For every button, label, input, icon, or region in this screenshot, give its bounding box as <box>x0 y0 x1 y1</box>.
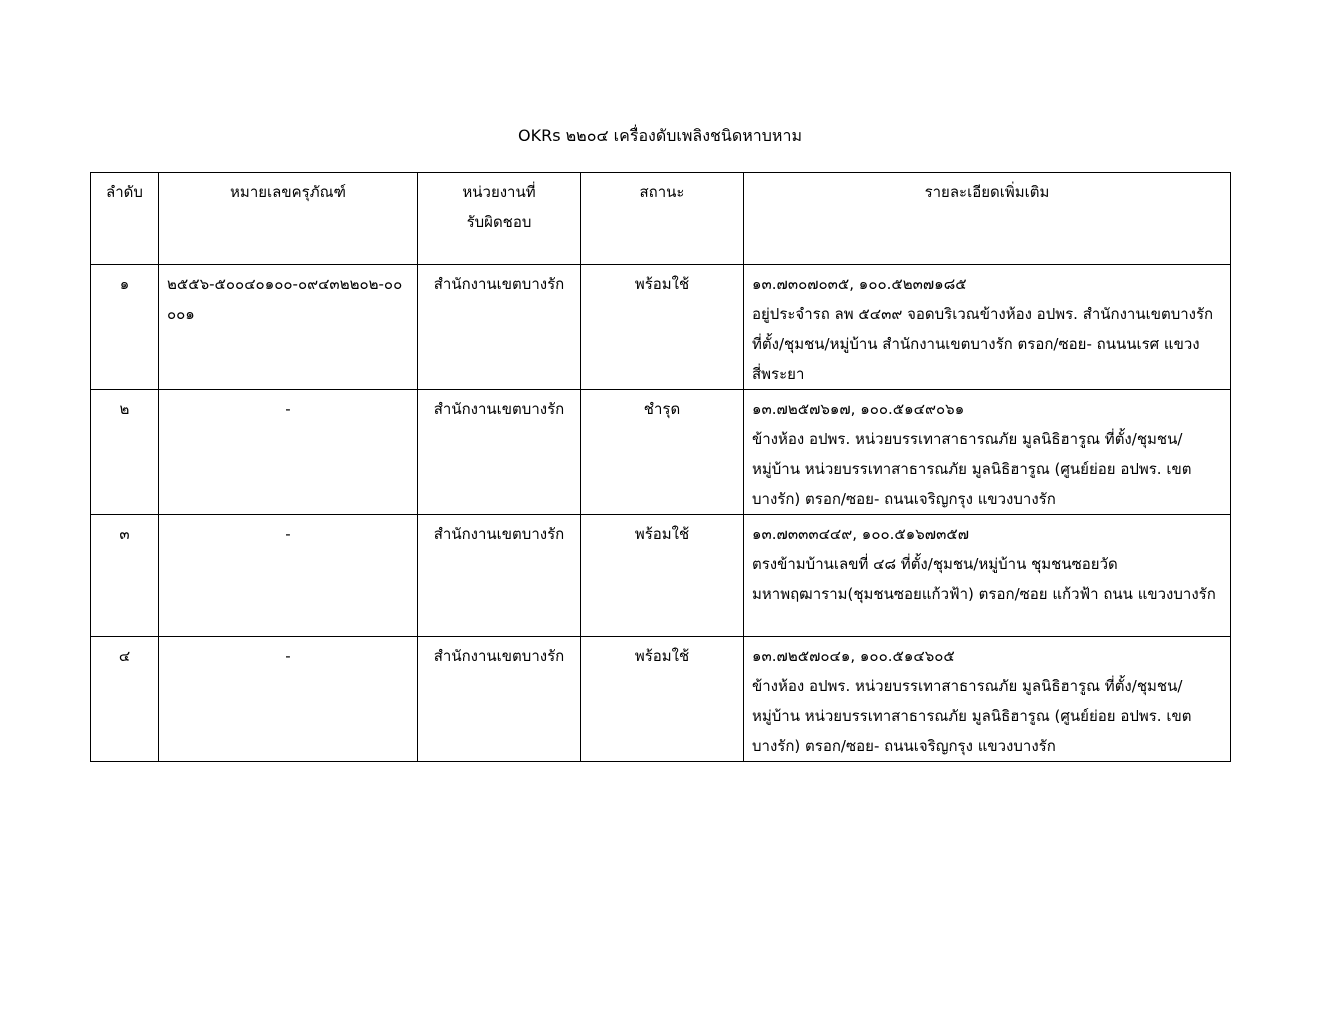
table-row <box>91 637 1231 762</box>
details-text: ข้างห้อง อปพร. หน่วยบรรเทาสาธารณภัย มูลนิธิฮารูณ ที่ตั้ง/ชุมชน/หมู่บ้าน หน่วยบรรเทาสาธารณภัย มูลนิธิฮารูณ (ศูนย์ย่อย อปพร. เขตบางรัก) ตรอก/ซอย- ถนนเจริญกรุง แขวงบางรัก <box>752 677 1192 755</box>
header-responsible-line1: หน่วยงานที่ <box>462 183 536 201</box>
header-row <box>91 173 1231 265</box>
coordinates-text: ๑๓.๗๒๕๗๐๔๑, ๑๐๐.๕๑๔๖๐๕ <box>752 647 955 665</box>
header-index: ลำดับ <box>91 173 159 265</box>
cell-index: ๓ <box>91 515 159 637</box>
coordinates-text: ๑๓.๗๓๓๓๔๔๙, ๑๐๐.๕๑๖๗๓๕๗ <box>752 525 969 543</box>
coordinates-text: ๑๓.๗๓๐๗๐๓๕, ๑๐๐.๕๒๓๗๑๘๕ <box>752 275 967 293</box>
cell-inventory-number: - <box>159 515 418 637</box>
cell-index: ๔ <box>91 637 159 762</box>
cell-index: ๑ <box>91 265 159 390</box>
cell-inventory-number: - <box>159 390 418 515</box>
cell-status: พร้อมใช้ <box>581 515 744 637</box>
cell-inventory-number <box>159 265 418 390</box>
details-text: ตรงข้ามบ้านเลขที่ ๔๘ ที่ตั้ง/ชุมชน/หมู่บ้าน ชุมชนซอยวัดมหาพฤฒาราม(ชุมชนซอยแก้วฟ้า) ตรอก/ซอย แก้วฟ้า ถนน แขวงบางรัก <box>752 555 1216 603</box>
coordinates-text: ๑๓.๗๒๕๗๖๑๗, ๑๐๐.๕๑๔๙๐๖๑ <box>752 400 965 418</box>
cell-details <box>744 390 1231 515</box>
details-text: อยู่ประจำรถ ลพ ๕๔๓๙ จอดบริเวณข้างห้อง อปพร. สำนักงานเขตบางรัก ที่ตั้ง/ชุมชน/หมู่บ้าน สำนักงานเขตบางรัก ตรอก/ซอย- ถนนนเรศ แขวงสี่พระยา <box>752 305 1214 383</box>
details-text: ข้างห้อง อปพร. หน่วยบรรเทาสาธารณภัย มูลนิธิฮารูณ ที่ตั้ง/ชุมชน/หมู่บ้าน หน่วยบรรเทาสาธารณภัย มูลนิธิฮารูณ (ศูนย์ย่อย อปพร. เขตบางรัก) ตรอก/ซอย- ถนนเจริญกรุง แขวงบางรัก <box>752 430 1192 508</box>
cell-status: ชำรุด <box>581 390 744 515</box>
cell-details <box>744 515 1231 637</box>
document-title: OKRs ๒๒๐๔ เครื่องดับเพลิงชนิดหาบหาม <box>518 126 802 145</box>
inventory-text: ๒๕๕๖-๕๐๐๔๐๑๐๐-๐๙๔๓๒๒๐๒-๐๐๐๐๑ <box>167 275 403 323</box>
cell-status: พร้อมใช้ <box>581 637 744 762</box>
cell-inventory-number: - <box>159 637 418 762</box>
cell-responsible-unit: สำนักงานเขตบางรัก <box>418 637 581 762</box>
cell-responsible-unit: สำนักงานเขตบางรัก <box>418 265 581 390</box>
cell-index: ๒ <box>91 390 159 515</box>
header-inventory-number: หมายเลขครุภัณฑ์ <box>159 173 418 265</box>
table-row <box>91 515 1231 637</box>
header-details: รายละเอียดเพิ่มเติม <box>744 173 1231 265</box>
cell-responsible-unit: สำนักงานเขตบางรัก <box>418 390 581 515</box>
cell-responsible-unit: สำนักงานเขตบางรัก <box>418 515 581 637</box>
cell-details <box>744 637 1231 762</box>
cell-status: พร้อมใช้ <box>581 265 744 390</box>
header-responsible-unit <box>418 173 581 265</box>
table-row <box>91 265 1231 390</box>
okr-table <box>90 172 1231 762</box>
table-row <box>91 390 1231 515</box>
header-responsible-line2: รับผิดชอบ <box>466 213 532 231</box>
cell-details <box>744 265 1231 390</box>
header-status: สถานะ <box>581 173 744 265</box>
